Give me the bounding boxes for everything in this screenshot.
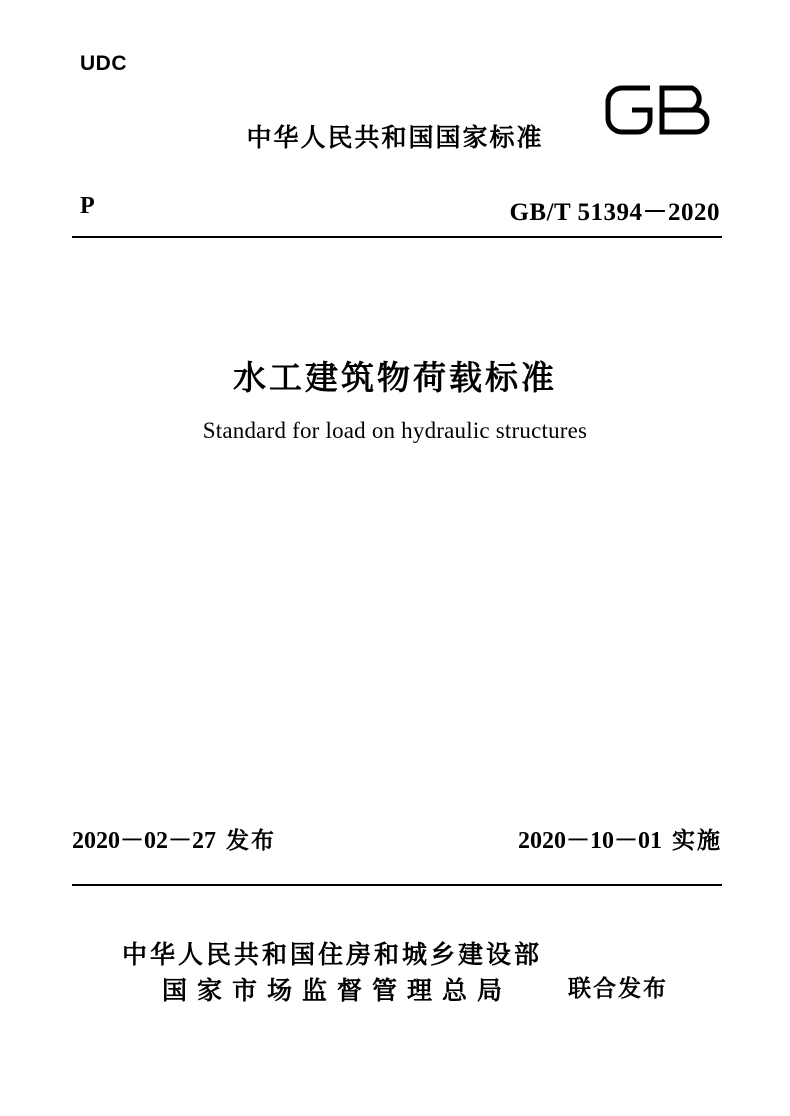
issue-date-group	[72, 820, 276, 855]
publisher-line-2: 国家市场监督管理总局	[161, 976, 512, 1005]
effective-label: 实施	[672, 827, 722, 853]
divider-bottom	[72, 884, 722, 886]
issue-date: 2020－02－27	[72, 828, 216, 854]
issue-label: 发布	[226, 827, 276, 853]
udc-label: UDC	[80, 52, 127, 75]
divider-top	[72, 236, 722, 238]
document-title-chinese: 水工建筑物荷载标准	[233, 359, 557, 396]
joint-publish-label: 联合发布	[568, 975, 668, 1001]
effective-date: 2020－10－01	[518, 828, 662, 854]
publisher-line-1: 中华人民共和国住房和城乡建设部	[121, 941, 542, 969]
dates-row	[72, 820, 722, 855]
document-title-english: Standard for load on hydraulic structures	[202, 418, 588, 443]
publisher-names	[122, 938, 542, 1009]
national-standard-title: 中华人民共和国国家标准	[246, 124, 544, 152]
publisher-block	[0, 938, 790, 1009]
standard-number: GB/T 51394－2020	[509, 199, 720, 226]
effective-date-group	[518, 820, 722, 855]
classification-mark: P	[80, 193, 95, 219]
